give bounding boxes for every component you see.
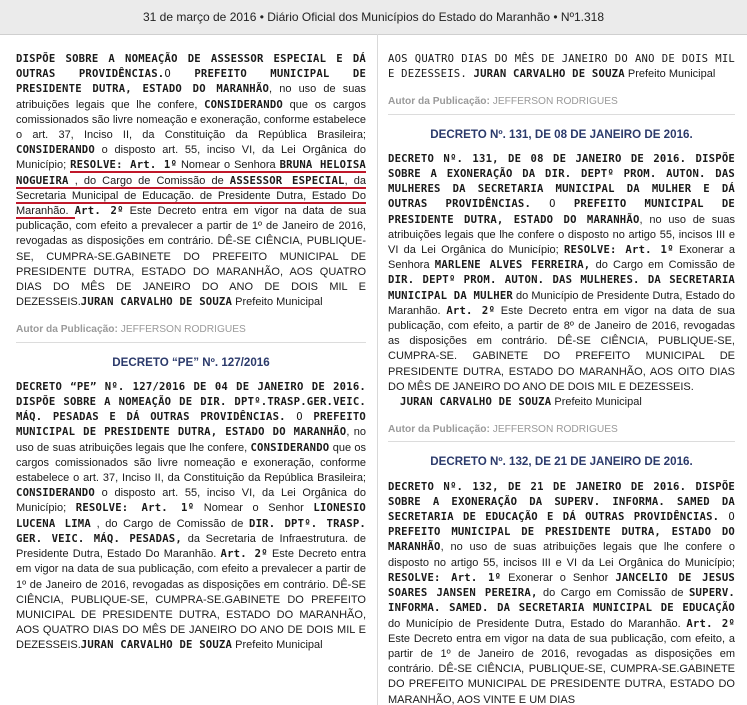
text: , no uso de suas atribuições legais que lhe confere o disposto no artigo 55, incisos III e VI da Lei Orgânica do Município; <box>388 213 735 257</box>
decree-heading: DISPÕE SOBRE A NOMEAÇÃO DE ASSESSOR ESPECIAL E DÁ OUTRAS PROVIDÊNCIAS. <box>16 53 366 81</box>
author-name: JEFFERSON RODRIGUES <box>120 324 246 336</box>
decree-title: DECRETO Nº. 132, DE 21 DE JANEIRO DE 2016. <box>430 455 693 469</box>
article-2: Art. 2º <box>74 205 124 218</box>
separator <box>388 114 735 115</box>
author-label: Autor da Publicação: <box>388 96 493 108</box>
text: Este Decreto entra em vigor na data de sua publicação, com efeito, a partir de 8º de Janeiro de 2016, revogadas as disposições em contrário. DÊ-SE CIÊNCIA, PUBLIQUE-SE, CUMPRA-SE. GABINETE DO PREFEITO MUNICIPAL DE PRESIDENTE DUTRA, ESTADO DO MARANHÃO, AOS OITO DIAS DO MÊS DE JANEIRO DO ANO DE DOIS MIL E DEZESSEIS. <box>388 304 735 393</box>
text: Prefeito Municipal <box>551 396 642 409</box>
decree-body-continued <box>388 52 735 82</box>
appointee-name: LIONESIO LUCENA LIMA <box>16 502 366 530</box>
appointee-name: BRUNA HELOISA NOGUEIRA <box>16 159 366 187</box>
left-column <box>16 34 366 705</box>
exonerated-name: MARLENE ALVES FERREIRA, <box>434 259 591 272</box>
decree-body-127 <box>16 380 366 654</box>
considerando: CONSIDERANDO <box>16 487 95 500</box>
author-label: Autor da Publicação: <box>16 324 121 336</box>
text: O <box>285 411 314 424</box>
text: do Cargo em Comissão de <box>590 259 735 272</box>
text: O <box>719 511 735 524</box>
header-text: 31 de março de 2016 • Diário Oficial dos Municípios do Estado do Maranhão • Nº1.318 <box>142 10 605 24</box>
considerando: CONSIDERANDO <box>204 98 283 111</box>
mayor-title: PREFEITO MUNICIPAL DE PRESIDENTE DUTRA, ESTADO DO MARANHÃO <box>388 526 735 554</box>
mayor-name: JURAN CARVALHO DE SOUZA <box>80 639 233 652</box>
decree-heading: DECRETO Nº. 132, DE 21 DE JANEIRO DE 2016. DISPÕE SOBRE A EXONERAÇÃO DA SUPERV. INFORMA. SAMED DA SECRETARIA DE EDUCAÇÃO E DÁ OUTRAS PROVIDÊNCIAS. <box>388 480 735 524</box>
author-name: JEFFERSON RODRIGUES <box>492 96 618 108</box>
text: AOS QUATRO DIAS DO MÊS DE JANEIRO DO ANO DE DOIS MIL E DEZESSEIS. <box>388 53 735 81</box>
author-line <box>388 94 735 109</box>
text: Prefeito Municipal <box>624 68 716 81</box>
text: Exonerar a Senhora <box>388 244 735 272</box>
page-header <box>0 0 747 35</box>
text: O <box>164 68 195 81</box>
text: Nomear o Senhor <box>194 502 314 515</box>
mayor-title: PREFEITO MUNICIPAL DE PRESIDENTE DUTRA, ESTADO DO MARANHÃO <box>388 198 735 226</box>
author-label: Autor da Publicação: <box>388 424 493 436</box>
resolve: RESOLVE: Art. 1º <box>75 502 195 515</box>
text: o disposto art. 55, inciso VI, da Lei Orgânica do Município; <box>16 144 366 172</box>
mayor-name: JURAN CARVALHO DE SOUZA <box>80 296 233 309</box>
text: do Município de Presidente Dutra, Estado do Maranhão. <box>388 617 687 630</box>
text: , no uso de suas atribuições legais que lhe confere, <box>16 426 366 454</box>
text: Prefeito Municipal <box>232 296 323 309</box>
text: que os cargos comissionados são livre nomeação e exoneração, conforme estabelece o art. 37, Inciso II, da Constituição da República Brasileira; <box>16 98 366 142</box>
resolve: RESOLVE: Art. 1º <box>388 571 502 584</box>
author-name: JEFFERSON RODRIGUES <box>492 424 618 436</box>
text: do Cargo em Comissão de <box>537 587 689 600</box>
text: Este Decreto entra em vigor na data de sua publicação, com efeito, a partir de 1º de Janeiro de 2016, revogadas as disposições em contrário. DÊ-SE CIÊNCIA, PUBLIQUE-SE, CUMPRA-SE.GABINETE DO PREFEITO MUNICIPAL DE PRESIDENTE DUTRA, ESTADO DO MARANHÃO, AOS VINTE E UM DIAS <box>388 632 735 705</box>
article-2: Art. 2º <box>686 617 735 630</box>
position-name: ASSESSOR ESPECIAL <box>229 174 345 187</box>
separator <box>388 441 735 442</box>
text: Exonerar o Senhor <box>501 571 616 584</box>
text: o disposto art. 55, inciso VI, da Lei Orgânica do Município; <box>16 487 366 515</box>
decree-heading: DECRETO “PE” Nº. 127/2016 DE 04 DE JANEIRO DE 2016. DISPÕE SOBRE A NOMEAÇÃO DE DIR. DPTº.TRASP.GER.VEIC. MÁQ. PESADAS E DÁ OUTRAS PROVIDÊNCIAS. <box>16 380 366 424</box>
text: , no uso de suas atribuições legais que lhe confere o disposto no artigo 55, incisos III e VI da Lei Orgânica do Município; <box>388 541 735 569</box>
considerando: CONSIDERANDO <box>16 144 95 157</box>
text: Este Decreto entra em vigor na data de sua publicação, com efeito a prevalecer a partir de 1º de Janeiro de 2016, revogadas as disposições em contrário. DÊ-SE CIÊNCIA, PUBLIQUE-SE, CUMPRA-SE.GABINETE DO PREFEITO MUNICIPAL DE PRESIDENTE DUTRA, ESTADO DO MARANHÃO, AOS QUATRO DIAS DO MÊS DE JANEIRO DO ANO DE DOIS MIL E DEZESSEIS. <box>16 548 366 652</box>
article-2: Art. 2º <box>446 304 496 317</box>
text: da Secretaria de Infraestrutura. de Presidente Dutra, Estado Do Maranhão. <box>16 532 366 561</box>
author-line <box>16 322 366 337</box>
exonerated-name: JANCELIO DE JESUS SOARES JANSEN PEREIRA, <box>388 571 735 600</box>
mayor-title: PREFEITO MUNICIPAL DE PRESIDENTE DUTRA, ESTADO DO MARANHÃO <box>16 68 366 96</box>
text: , do Cargo de Comissão de <box>90 517 250 530</box>
right-column <box>388 34 735 705</box>
decree-heading: DECRETO Nº. 131, DE 08 DE JANEIRO DE 2016. DISPÕE SOBRE A EXONERAÇÃO DA DIR. DEPTº PROM. AUTON. DAS MULHERES DA SECRETARIA MUNICIPAL DA MULHER E DÁ OUTRAS PROVIDÊNCIAS. <box>388 152 735 211</box>
author-line <box>388 422 735 437</box>
position-name: DIR. DPTº. TRASP. GER. VEIC. MÁQ. PESADAS, <box>16 517 366 545</box>
separator <box>16 342 366 343</box>
text: Nomear o Senhora <box>177 159 280 172</box>
text: , no uso de suas atribuições legais que lhe confere, <box>16 83 366 111</box>
mayor-title: PREFEITO MUNICIPAL DE PRESIDENTE DUTRA, ESTADO DO MARANHÃO <box>16 411 366 439</box>
decree-title: DECRETO Nº. 131, DE 08 DE JANEIRO DE 2016. <box>430 127 693 141</box>
column-divider <box>377 34 378 705</box>
decree-body-132 <box>388 480 735 705</box>
decree-title: DECRETO “PE” Nº. 127/2016 <box>112 355 270 369</box>
text: Este Decreto entra em vigor na data de sua publicação, com efeito a prevalecer a partir de 1º de Janeiro de 2016, revogadas as disposições em contrário. DÊ-SE CIÊNCIA, PUBLIQUE-SE, CUMPRA-SE.GABINETE DO PREFEITO MUNICIPAL DE PRESIDENTE DUTRA, ESTADO DO MARANHÃO, AOS QUATRO DIAS DO MÊS DE JANEIRO DO ANO DE DOIS MIL E DEZESSEIS. <box>16 205 366 309</box>
text: do Município de Presidente Dutra, Estado do Maranhão. <box>388 289 735 317</box>
position-name: SUPERV. INFORMA. SAMED. DA SECRETARIA MUNICIPAL DE EDUCAÇÃO <box>388 587 735 615</box>
mayor-name: JURAN CARVALHO DE SOUZA <box>473 68 625 81</box>
resolve: RESOLVE: Art. 1º <box>70 159 178 172</box>
text: que os cargos comissionados são livre nomeação e exoneração, conforme estabelece o art. 37, Inciso II, da Constituição da República Brasileira; <box>16 441 366 485</box>
decree-body-assessor <box>16 52 366 310</box>
position-name: DIR. DEPTº PROM. AUTON. DAS MULHERES. DA SECRETARIA MUNICIPAL DA MULHER <box>388 274 735 302</box>
mayor-name: JURAN CARVALHO DE SOUZA <box>400 396 552 409</box>
considerando: CONSIDERANDO <box>250 441 330 454</box>
text: , do Cargo de Comissão de <box>68 174 230 187</box>
decree-body-131 <box>388 152 735 410</box>
article-2: Art. 2º <box>220 548 268 561</box>
text: , da Secretaria Municipal de Educação. de Presidente Dutra, Estado Do Maranhão. <box>16 174 366 218</box>
text: O <box>531 198 574 211</box>
resolve: RESOLVE: Art. 1º <box>563 244 674 257</box>
text: Prefeito Municipal <box>232 639 323 652</box>
